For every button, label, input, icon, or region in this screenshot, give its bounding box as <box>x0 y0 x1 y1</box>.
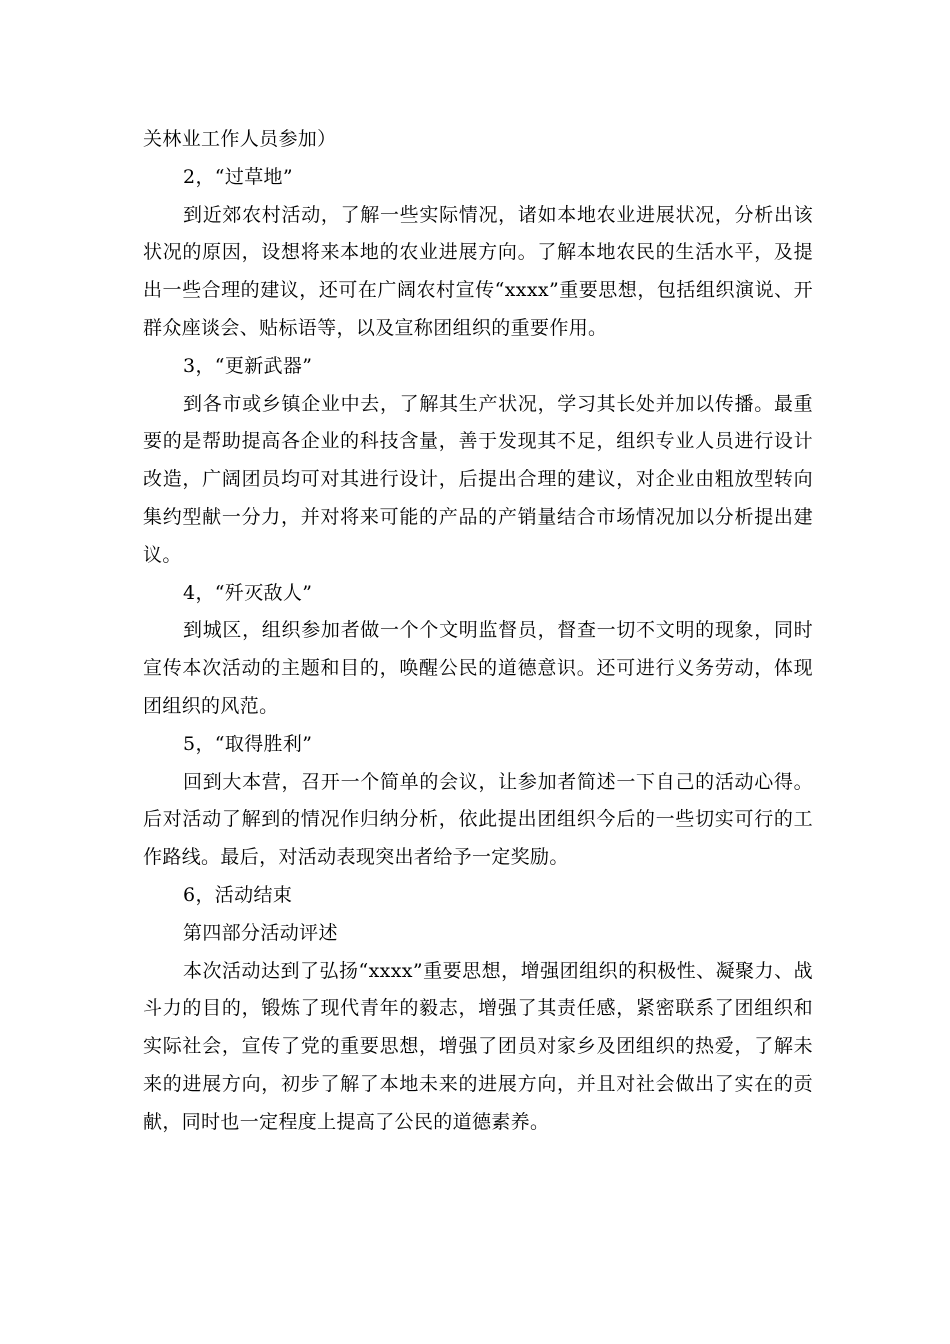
paragraph-5: 回到大本营，召开一个简单的会议，让参加者简述一下自己的活动心得。后对活动了解到的情况作归纳分析，依此提出团组织今后的一些切实可行的工作路线。最后，对活动表现突出者给予一定奖励。 <box>143 770 813 869</box>
section-heading-3: 3，“更新武器” <box>183 354 313 377</box>
paragraph-4: 到城区，组织参加者做一个个文明监督员，督查一切不文明的现象，同时宣传本次活动的主题和目的，唤醒公民的道德意识。还可进行义务劳动，体现团组织的风范。 <box>143 619 813 717</box>
paragraph-2: 到近郊农村活动，了解一些实际情况，诸如本地农业进展状况，分析出该状况的原因，设想将来本地的农业进展方向。了解本地农民的生活水平，及提出一些合理的建议，还可在广阔农村宣传“xxxx”重要思想，包括组织演说、开群众座谈会、贴标语等，以及宣称团组织的重要作用。 <box>143 203 813 339</box>
section-heading-4: 4，“歼灭敌人” <box>183 581 313 604</box>
section-heading-6: 6，活动结束 <box>183 883 293 906</box>
continuation-text: 关林业工作人员参加） <box>143 128 337 150</box>
summary-paragraph: 本次活动达到了弘扬“xxxx”重要思想，增强团组织的积极性、凝聚力、战斗力的目的，锻炼了现代青年的毅志，增强了其责任感，紧密联系了团组织和实际社会，宣传了党的重要思想，增强了团员对家乡及团组织的热爱，了解未来的进展方向，初步了解了本地未来的进展方向，并且对社会做出了实在的贡献，同时也一定程度上提高了公民的道德素养。 <box>143 959 813 1133</box>
section-heading-2: 2，“过草地” <box>183 165 293 188</box>
part-heading: 第四部分活动评述 <box>183 921 338 944</box>
paragraph-3: 到各市或乡镇企业中去，了解其生产状况，学习其长处并加以传播。最重要的是帮助提高各企业的科技含量，善于发现其不足，组织专业人员进行设计改造，广阔团员均可对其进行设计，后提出合理的建议，对企业由粗放型转向集约型献一分力，并对将来可能的产品的产销量结合市场情况加以分析提出建议。 <box>143 392 813 566</box>
section-heading-5: 5，“取得胜利” <box>183 732 313 755</box>
document-body <box>143 121 813 1142</box>
